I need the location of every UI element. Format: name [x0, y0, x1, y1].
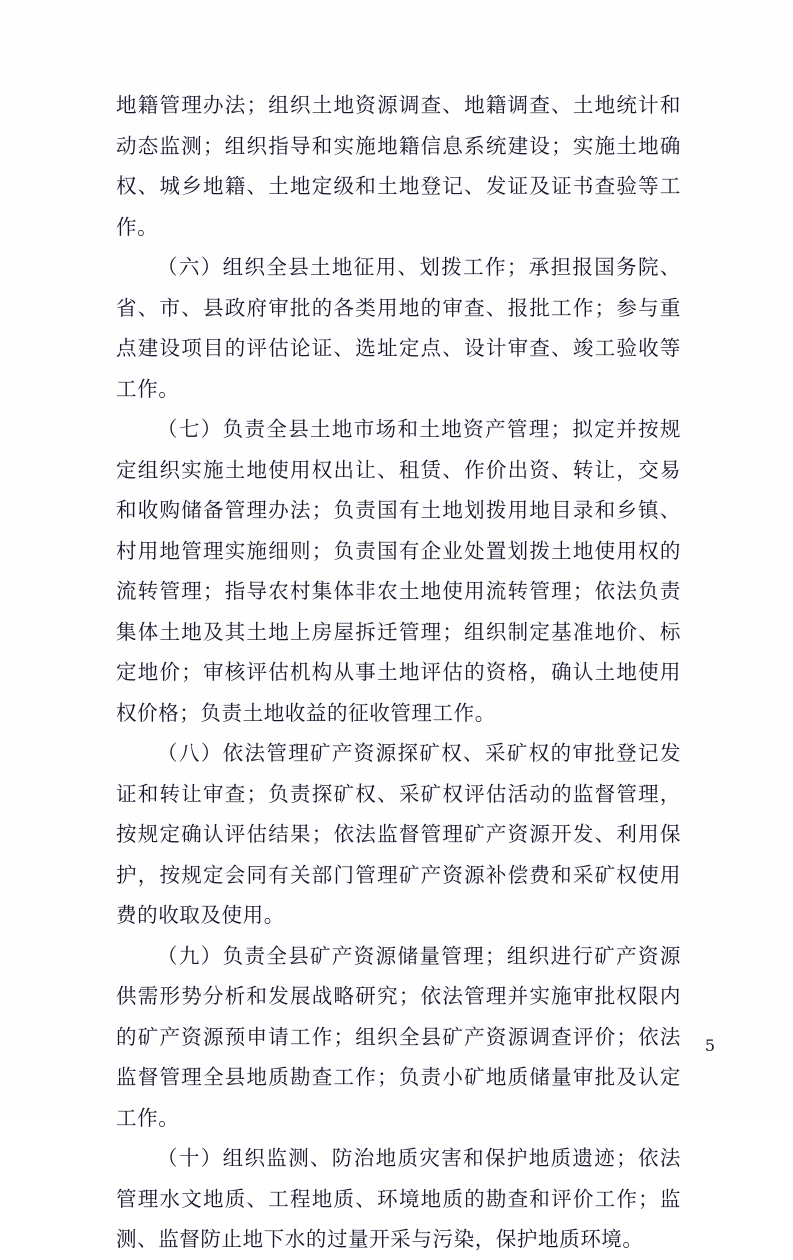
paragraph-item-9: （九）负责全县矿产资源储量管理；组织进行矿产资源供需形势分析和发展战略研究；依法管理并实施审批权限内的矿产资源预申请工作；组织全县矿产资源调查评价；依法监督管理全县地质勘查工作；负责小矿地质储量审批及认定工作。 [116, 943, 681, 1130]
page-number: 5 [704, 1036, 715, 1055]
paragraph-item-10: （十）组织监测、防治地质灾害和保护地质遗迹；依法管理水文地质、工程地质、环境地质的勘查和评价工作；监测、监督防止地下水的过量开采与污染，保护地质环境。 [116, 1146, 681, 1251]
document-body [116, 85, 681, 1260]
paragraph-item-7: （七）负责全县土地市场和土地资产管理；拟定并按规定组织实施土地使用权出让、租赁、作价出资、转让，交易和收购储备管理办法；负责国有土地划拨用地目录和乡镇、村用地管理实施细则；负责国有企业处置划拨土地使用权的流转管理；指导农村集体非农土地使用流转管理；依法负责集体土地及其土地上房屋拆迁管理；组织制定基准地价、标定地价；审核评估机构从事土地评估的资格，确认土地使用权价格；负责土地收益的征收管理工作。 [116, 417, 681, 725]
paragraph-item-6: （六）组织全县土地征用、划拨工作；承担报国务院、省、市、县政府审批的各类用地的审查、报批工作；参与重点建设项目的评估论证、选址定点、设计审查、竣工验收等工作。 [116, 255, 681, 401]
paragraph-continued: 地籍管理办法；组织土地资源调查、地籍调查、土地统计和动态监测；组织指导和实施地籍信息系统建设；实施土地确权、城乡地籍、土地定级和土地登记、发证及证书查验等工作。 [116, 93, 681, 239]
paragraph-item-8: （八）依法管理矿产资源探矿权、采矿权的审批登记发证和转让审查；负责探矿权、采矿权评估活动的监督管理，按规定确认评估结果；依法监督管理矿产资源开发、利用保护，按规定会同有关部门管理矿产资源补偿费和采矿权使用费的收取及使用。 [116, 741, 681, 927]
